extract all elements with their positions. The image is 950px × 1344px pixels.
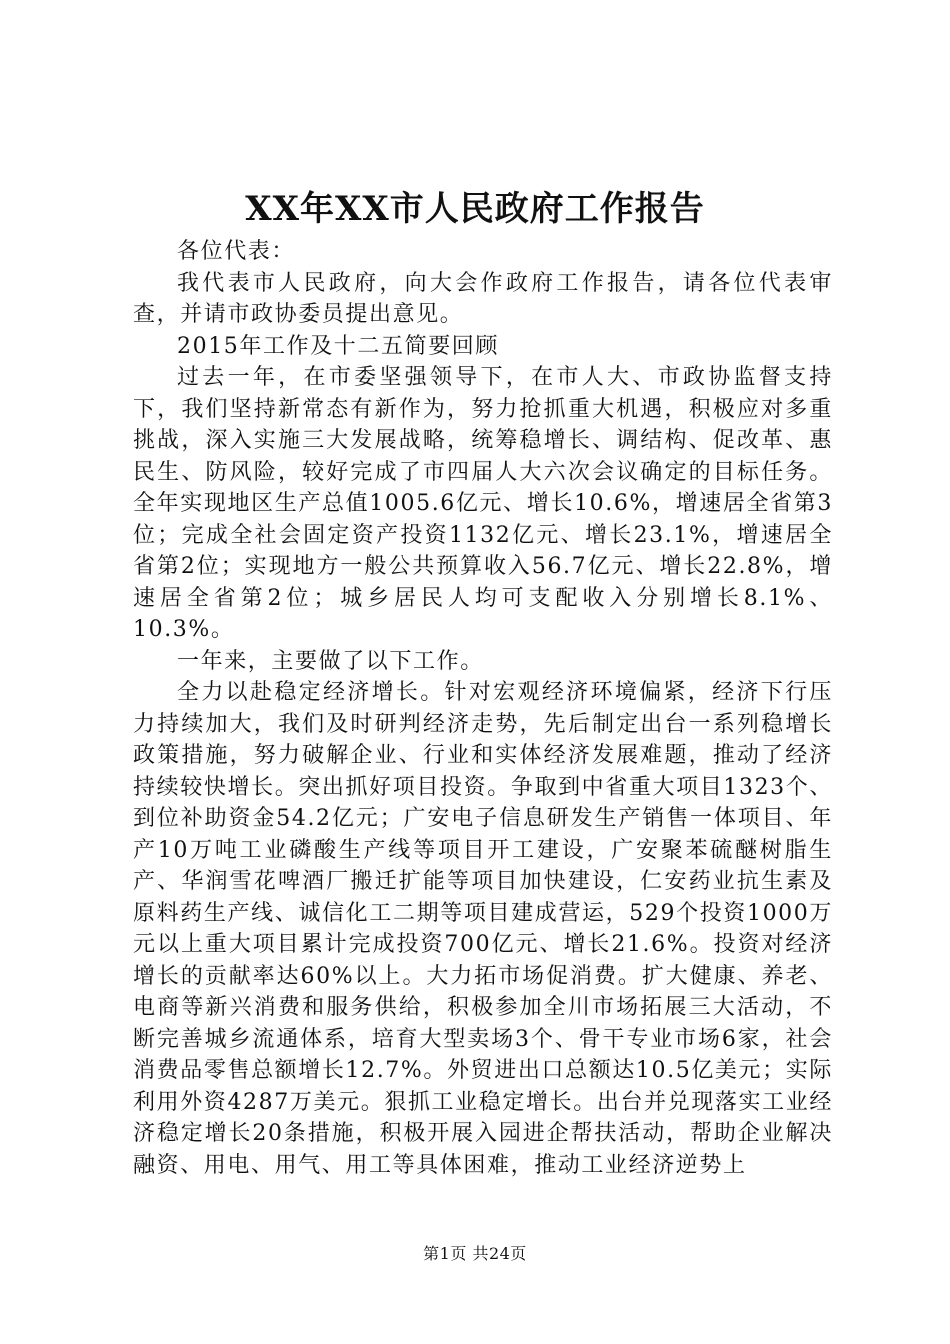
page-number-footer: 第1页 共24页 xyxy=(423,1244,527,1263)
document-body xyxy=(133,236,833,1181)
economic-growth-paragraph: 全力以赴稳定经济增长。针对宏观经济环境偏紧，经济下行压力持续加大，我们及时研判经济走势，先后制定出台一系列稳增长政策措施，努力破解企业、行业和实体经济发展难题，推动了经济持续较快增长。突出抓好项目投资。争取到中省重大项目1323个、到位补助资金54.2亿元；广安电子信息研发生产销售一体项目、年产10万吨工业磷酸生产线等项目开工建设，广安聚苯硫醚树脂生产、华润雪花啤酒厂搬迁扩能等项目加快建设，仁安药业抗生素及原料药生产线、诚信化工二期等项目建成营运，529个投资1000万元以上重大项目累计完成投资700亿元、增长21.6%。投资对经济增长的贡献率达60%以上。大力拓市场促消费。扩大健康、养老、电商等新兴消费和服务供给，积极参加全川市场拓展三大活动，不断完善城乡流通体系，培育大型卖场3个、骨干专业市场6家，社会消费品零售总额增长12.7%。外贸进出口总额达10.5亿美元；实际利用外资4287万美元。狠抓工业稳定增长。出台并兑现落实工业经济稳定增长20条措施，积极开展入园进企帮扶活动，帮助企业解决融资、用电、用气、用工等具体困难，推动工业经济逆势上 xyxy=(133,680,833,1178)
work-intro-paragraph: 一年来，主要做了以下工作。 xyxy=(177,648,484,674)
salutation-paragraph: 各位代表： xyxy=(177,239,296,264)
section-heading: 2015年工作及十二五简要回顾 xyxy=(177,333,499,359)
review-paragraph: 过去一年，在市委坚强领导下，在市人大、市政协监督支持下，我们坚持新常态有新作为，努力抢抓重大机遇，积极应对多重挑战，深入实施三大发展战略，统筹稳增长、调结构、促改革、惠民生、防风险，较好完成了市四届人大六次会议确定的目标任务。全年实现地区生产总值1005.6亿元、增长10.6%，增速居全省第3位；完成全社会固定资产投资1132亿元、增长23.1%，增速居全省第2位；实现地方一般公共预算收入56.7亿元、增长22.8%，增速居全省第2位；城乡居民人均可支配收入分别增长8.1%、10.3%。 xyxy=(133,365,833,642)
intro-paragraph: 我代表市人民政府，向大会作政府工作报告，请各位代表审查，并请市政协委员提出意见。 xyxy=(133,270,833,327)
document-title: XX年XX市人民政府工作报告 xyxy=(245,189,705,229)
